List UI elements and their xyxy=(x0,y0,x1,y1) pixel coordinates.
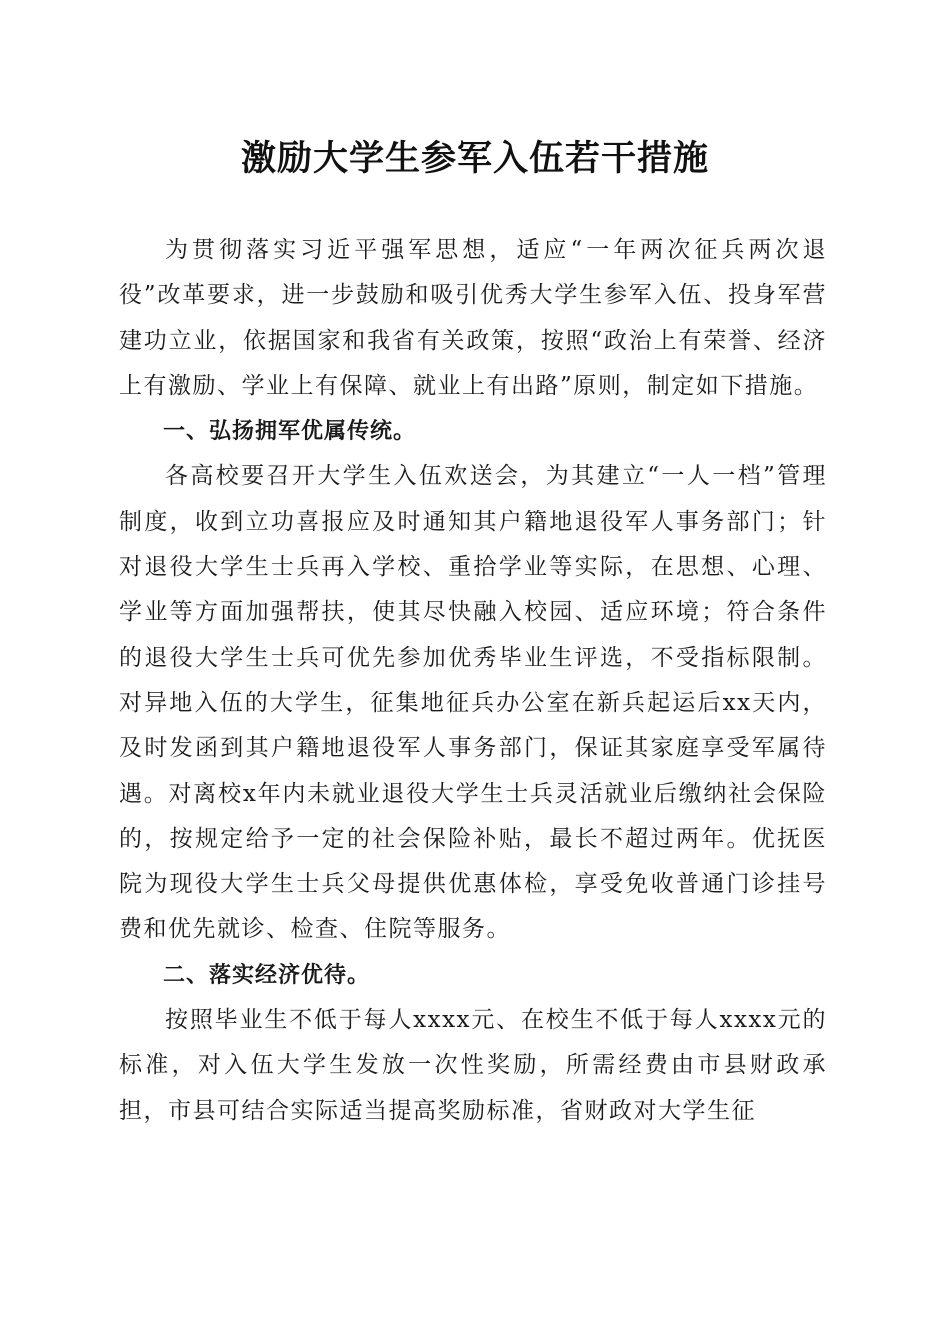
section-2-paragraph: 按照毕业生不低于每人xxxx元、在校生不低于每人xxxx元的标准，对入伍大学生发放一次性奖励，所需经费由市县财政承担，市县可结合实际适当提高奖励标准，省财政对大学生征 xyxy=(119,1007,827,1124)
intro-paragraph: 为贯彻落实习近平强军思想，适应“一年两次征兵两次退役”改革要求，进一步鼓励和吸引优秀大学生参军入伍、投身军营建功立业，依据国家和我省有关政策，按照“政治上有荣誉、经济上有激励、学业上有保障、就业上有出路”原则，制定如下措施。 xyxy=(119,237,827,399)
document-body xyxy=(119,228,827,1134)
document-title: 激励大学生参军入伍若干措施 xyxy=(240,138,709,179)
section-2-heading: 二、落实经济优待。 xyxy=(163,962,371,988)
section-1-paragraph: 各高校要召开大学生入伍欢送会，为其建立“一人一档”管理制度，收到立功喜报应及时通知其户籍地退役军人事务部门；针对退役大学生士兵再入学校、重拾学业等实际，在思想、心理、学业等方面加强帮扶，使其尽快融入校园、适应环境；符合条件的退役大学生士兵可优先参加优秀毕业生评选，不受指标限制。对异地入伍的大学生，征集地征兵办公室在新兵起运后xx天内，及时发函到其户籍地退役军人事务部门，保证其家庭享受军属待遇。对离校x年内未就业退役大学生士兵灵活就业后缴纳社会保险的，按规定给予一定的社会保险补贴，最长不超过两年。优抚医院为现役大学生士兵父母提供优惠体检，享受免收普通门诊挂号费和优先就诊、检查、住院等服务。 xyxy=(119,463,827,943)
section-1-heading: 一、弘扬拥军优属传统。 xyxy=(163,419,417,445)
